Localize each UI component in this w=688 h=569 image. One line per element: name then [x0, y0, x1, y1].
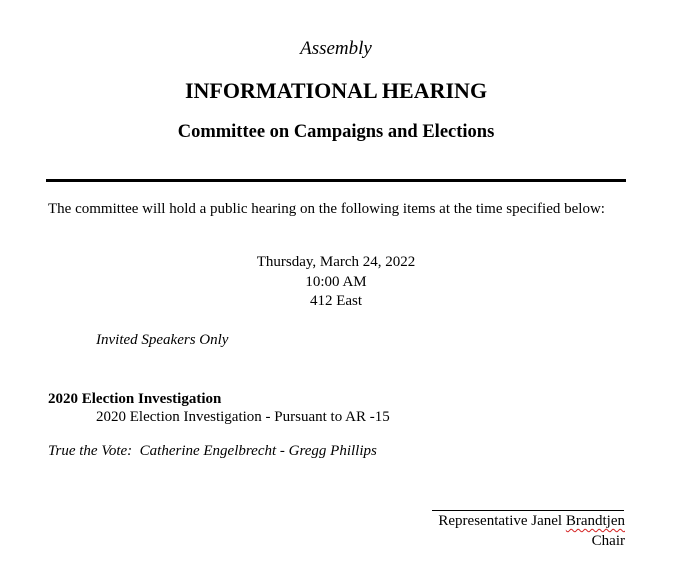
hearing-date: Thursday, March 24, 2022 — [256, 254, 416, 270]
hearing-details — [0, 253, 672, 312]
signature-block — [438, 512, 625, 551]
committee-name: Committee on Campaigns and Elections — [177, 122, 495, 142]
notice-intro: The committee will hold a public hearing on the following items at the time specified below: — [48, 201, 605, 217]
hearing-type-title: INFORMATIONAL HEARING — [184, 78, 488, 103]
speakers-note: Invited Speakers Only — [96, 332, 229, 348]
signature-line — [432, 510, 624, 511]
chair-last-name: Brandtjen — [565, 513, 625, 529]
chair-name-prefix: Representative Janel — [438, 513, 566, 529]
horizontal-rule — [46, 179, 626, 182]
chair-name — [438, 512, 625, 532]
chair-title: Chair — [591, 532, 625, 549]
hearing-location: 412 East — [309, 293, 363, 309]
legislative-body: Assembly — [300, 38, 372, 59]
hearing-time: 10:00 AM — [305, 273, 367, 290]
agenda-item-description: 2020 Election Investigation - Pursuant to AR -15 — [96, 409, 390, 425]
witness-list: True the Vote: Catherine Engelbrecht - Gregg Phillips — [48, 443, 377, 459]
agenda-item-heading: 2020 Election Investigation — [48, 391, 222, 407]
